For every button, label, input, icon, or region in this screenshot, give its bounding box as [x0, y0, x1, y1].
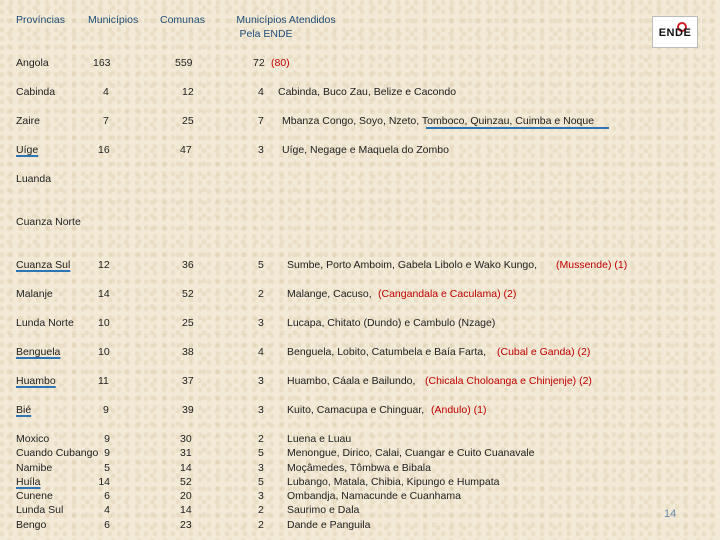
row-benguela-comunas: 38: [182, 346, 194, 358]
bottom-name: Moçâmedes, Tômbwa e Bibala: [287, 461, 431, 474]
bottom-province: Lunda Sul: [16, 504, 64, 517]
row-uige-municipios: 16: [98, 144, 110, 156]
row-malanje-comunas: 52: [182, 288, 194, 300]
row-malanje-province: Malanje: [16, 288, 53, 300]
bottom-att: 3: [258, 461, 264, 474]
bottom-province: Bengo: [16, 518, 47, 531]
bottom-com: 14: [180, 461, 192, 474]
row-huambo-atendidos: 3: [258, 375, 264, 387]
row-cuanza-sul-province[interactable]: Cuanza Sul: [16, 259, 71, 271]
row-zaire-comunas: 25: [182, 115, 194, 127]
row-huambo-names: Huambo, Cáala e Bailundo,: [287, 375, 416, 387]
row-cuanza-sul-extra: (Mussende) (1): [556, 259, 628, 271]
bottom-municipios: [92, 432, 110, 532]
row-malanje-municipios: 14: [98, 288, 110, 300]
row-huambo-municipios: 11: [98, 375, 109, 387]
row-bie-extra: (Andulo) (1): [431, 404, 487, 416]
bottom-province[interactable]: Huíla: [16, 475, 41, 488]
row-angola-comunas: 559: [175, 57, 193, 69]
bottom-mun: 9: [104, 447, 110, 460]
row-cabinda-municipios: 4: [103, 86, 109, 98]
link-underline: [426, 127, 609, 129]
bottom-name: Dande e Panguila: [287, 518, 371, 531]
row-cabinda-comunas: 12: [182, 86, 194, 98]
bottom-com: 23: [180, 518, 192, 531]
bottom-mun: 14: [98, 475, 110, 488]
row-benguela-extra: (Cubal e Ganda) (2): [497, 346, 591, 358]
bottom-province: Moxico: [16, 433, 50, 445]
bottom-province: Namibe: [16, 461, 53, 474]
row-cabinda-atendidos: 4: [258, 86, 264, 98]
bottom-att: 5: [258, 447, 264, 460]
row-angola-province: Angola: [16, 57, 49, 69]
row-benguela-names: Benguela, Lobito, Catumbela e Baía Farta,: [287, 346, 487, 358]
row-uige-province[interactable]: Uíge: [16, 144, 39, 156]
row-benguela-atendidos: 4: [258, 346, 264, 358]
row-bie-comunas: 39: [182, 404, 194, 416]
bottom-att: 5: [258, 475, 264, 488]
row-lunda-norte-municipios: 10: [98, 317, 110, 329]
row-huambo-extra: (Chicala Choloanga e Chinjenje) (2): [425, 375, 592, 387]
bottom-atendidos: [258, 432, 264, 532]
row-lunda-norte-province: Lunda Norte: [16, 317, 74, 329]
row-cuanza-sul-atendidos: 5: [258, 259, 264, 271]
page-number: 14: [664, 508, 677, 520]
row-cuanza-sul-comunas: 36: [182, 259, 194, 271]
bottom-name: Ombandja, Namacunde e Cuanhama: [287, 490, 461, 503]
bottom-name: Lubango, Matala, Chibia, Kipungo e Humpata: [287, 475, 500, 488]
bottom-mun: 6: [104, 490, 110, 503]
row-cuanza-sul-municipios: 12: [98, 259, 110, 271]
row-lunda-norte-names: Lucapa, Chitato (Dundo) e Cambulo (Nzage): [287, 317, 496, 329]
logo-text: ENDE: [658, 27, 692, 39]
row-zaire-atendidos: 7: [258, 115, 264, 127]
row-malanje-extra: (Cangandala e Caculama) (2): [378, 288, 517, 300]
row-bie-province[interactable]: Bié: [16, 404, 32, 416]
bottom-com: 30: [180, 433, 192, 445]
bottom-names: [287, 432, 534, 532]
row-lunda-norte-atendidos: 3: [258, 317, 264, 329]
row-bie-municipios: 9: [103, 404, 109, 416]
bottom-com: 31: [180, 447, 192, 460]
bottom-mun: 5: [104, 461, 110, 474]
bottom-att: 2: [258, 433, 264, 445]
row-cuanza-sul-names: Sumbe, Porto Amboim, Gabela Libolo e Wako Kungo,: [287, 259, 538, 271]
row-cuanza-norte-province: Cuanza Norte: [16, 216, 81, 228]
row-huambo-comunas: 37: [182, 375, 194, 387]
row-benguela-municipios: 10: [98, 346, 110, 358]
row-uige-comunas: 47: [180, 144, 192, 156]
header-municipios: Municípios: [88, 14, 139, 26]
bottom-att: 2: [258, 504, 264, 517]
bottom-com: 52: [180, 475, 192, 488]
bottom-mun: 6: [104, 518, 110, 531]
row-zaire-names: Mbanza Congo, Soyo, Nzeto, Tomboco, Quinzau, Cuimba e Noque: [282, 115, 595, 127]
row-benguela-province[interactable]: Benguela: [16, 346, 61, 358]
bottom-name: Saurimo e Dala: [287, 504, 360, 517]
header-provincias: Províncias: [16, 14, 66, 26]
row-zaire-province: Zaire: [16, 115, 40, 127]
row-malanje-names: Malange, Cacuso,: [287, 288, 372, 300]
bottom-att: 2: [258, 518, 264, 531]
row-lunda-norte-comunas: 25: [182, 317, 194, 329]
bottom-com: 20: [180, 490, 192, 503]
bottom-mun: 9: [104, 433, 110, 445]
bottom-name: Luena e Luau: [287, 433, 352, 445]
row-cabinda-province: Cabinda: [16, 86, 56, 98]
bottom-comunas: [180, 432, 192, 532]
bottom-att: 3: [258, 490, 264, 503]
bottom-com: 14: [180, 504, 192, 517]
bottom-provinces: [16, 432, 98, 532]
bottom-province: Cuando Cubango: [16, 447, 99, 460]
row-cabinda-names: Cabinda, Buco Zau, Belize e Cacondo: [278, 86, 457, 98]
row-angola-atendidos-extra: (80): [271, 57, 290, 69]
bottom-mun: 4: [104, 504, 110, 517]
row-luanda-province: Luanda: [16, 173, 52, 185]
row-angola-municipios: 163: [93, 57, 111, 69]
header-atendidos-line2: Pela ENDE: [239, 28, 293, 40]
row-uige-atendidos: 3: [258, 144, 264, 156]
ende-logo: [652, 16, 698, 48]
row-bie-atendidos: 3: [258, 404, 264, 416]
header-atendidos-line1: Municípios Atendidos: [236, 14, 336, 26]
row-zaire-municipios: 7: [103, 115, 109, 127]
row-huambo-province[interactable]: Huambo: [16, 375, 56, 387]
row-angola-atendidos: 72: [253, 57, 265, 69]
header-comunas: Comunas: [160, 14, 205, 26]
row-bie-names: Kuito, Camacupa e Chinguar,: [287, 404, 425, 416]
row-malanje-atendidos: 2: [258, 288, 264, 300]
row-uige-names: Uíge, Negage e Maquela do Zombo: [282, 144, 449, 156]
bottom-province: Cunene: [16, 490, 53, 503]
bottom-name: Menongue, Dirico, Calai, Cuangar e Cuito Cuanavale: [287, 447, 535, 460]
